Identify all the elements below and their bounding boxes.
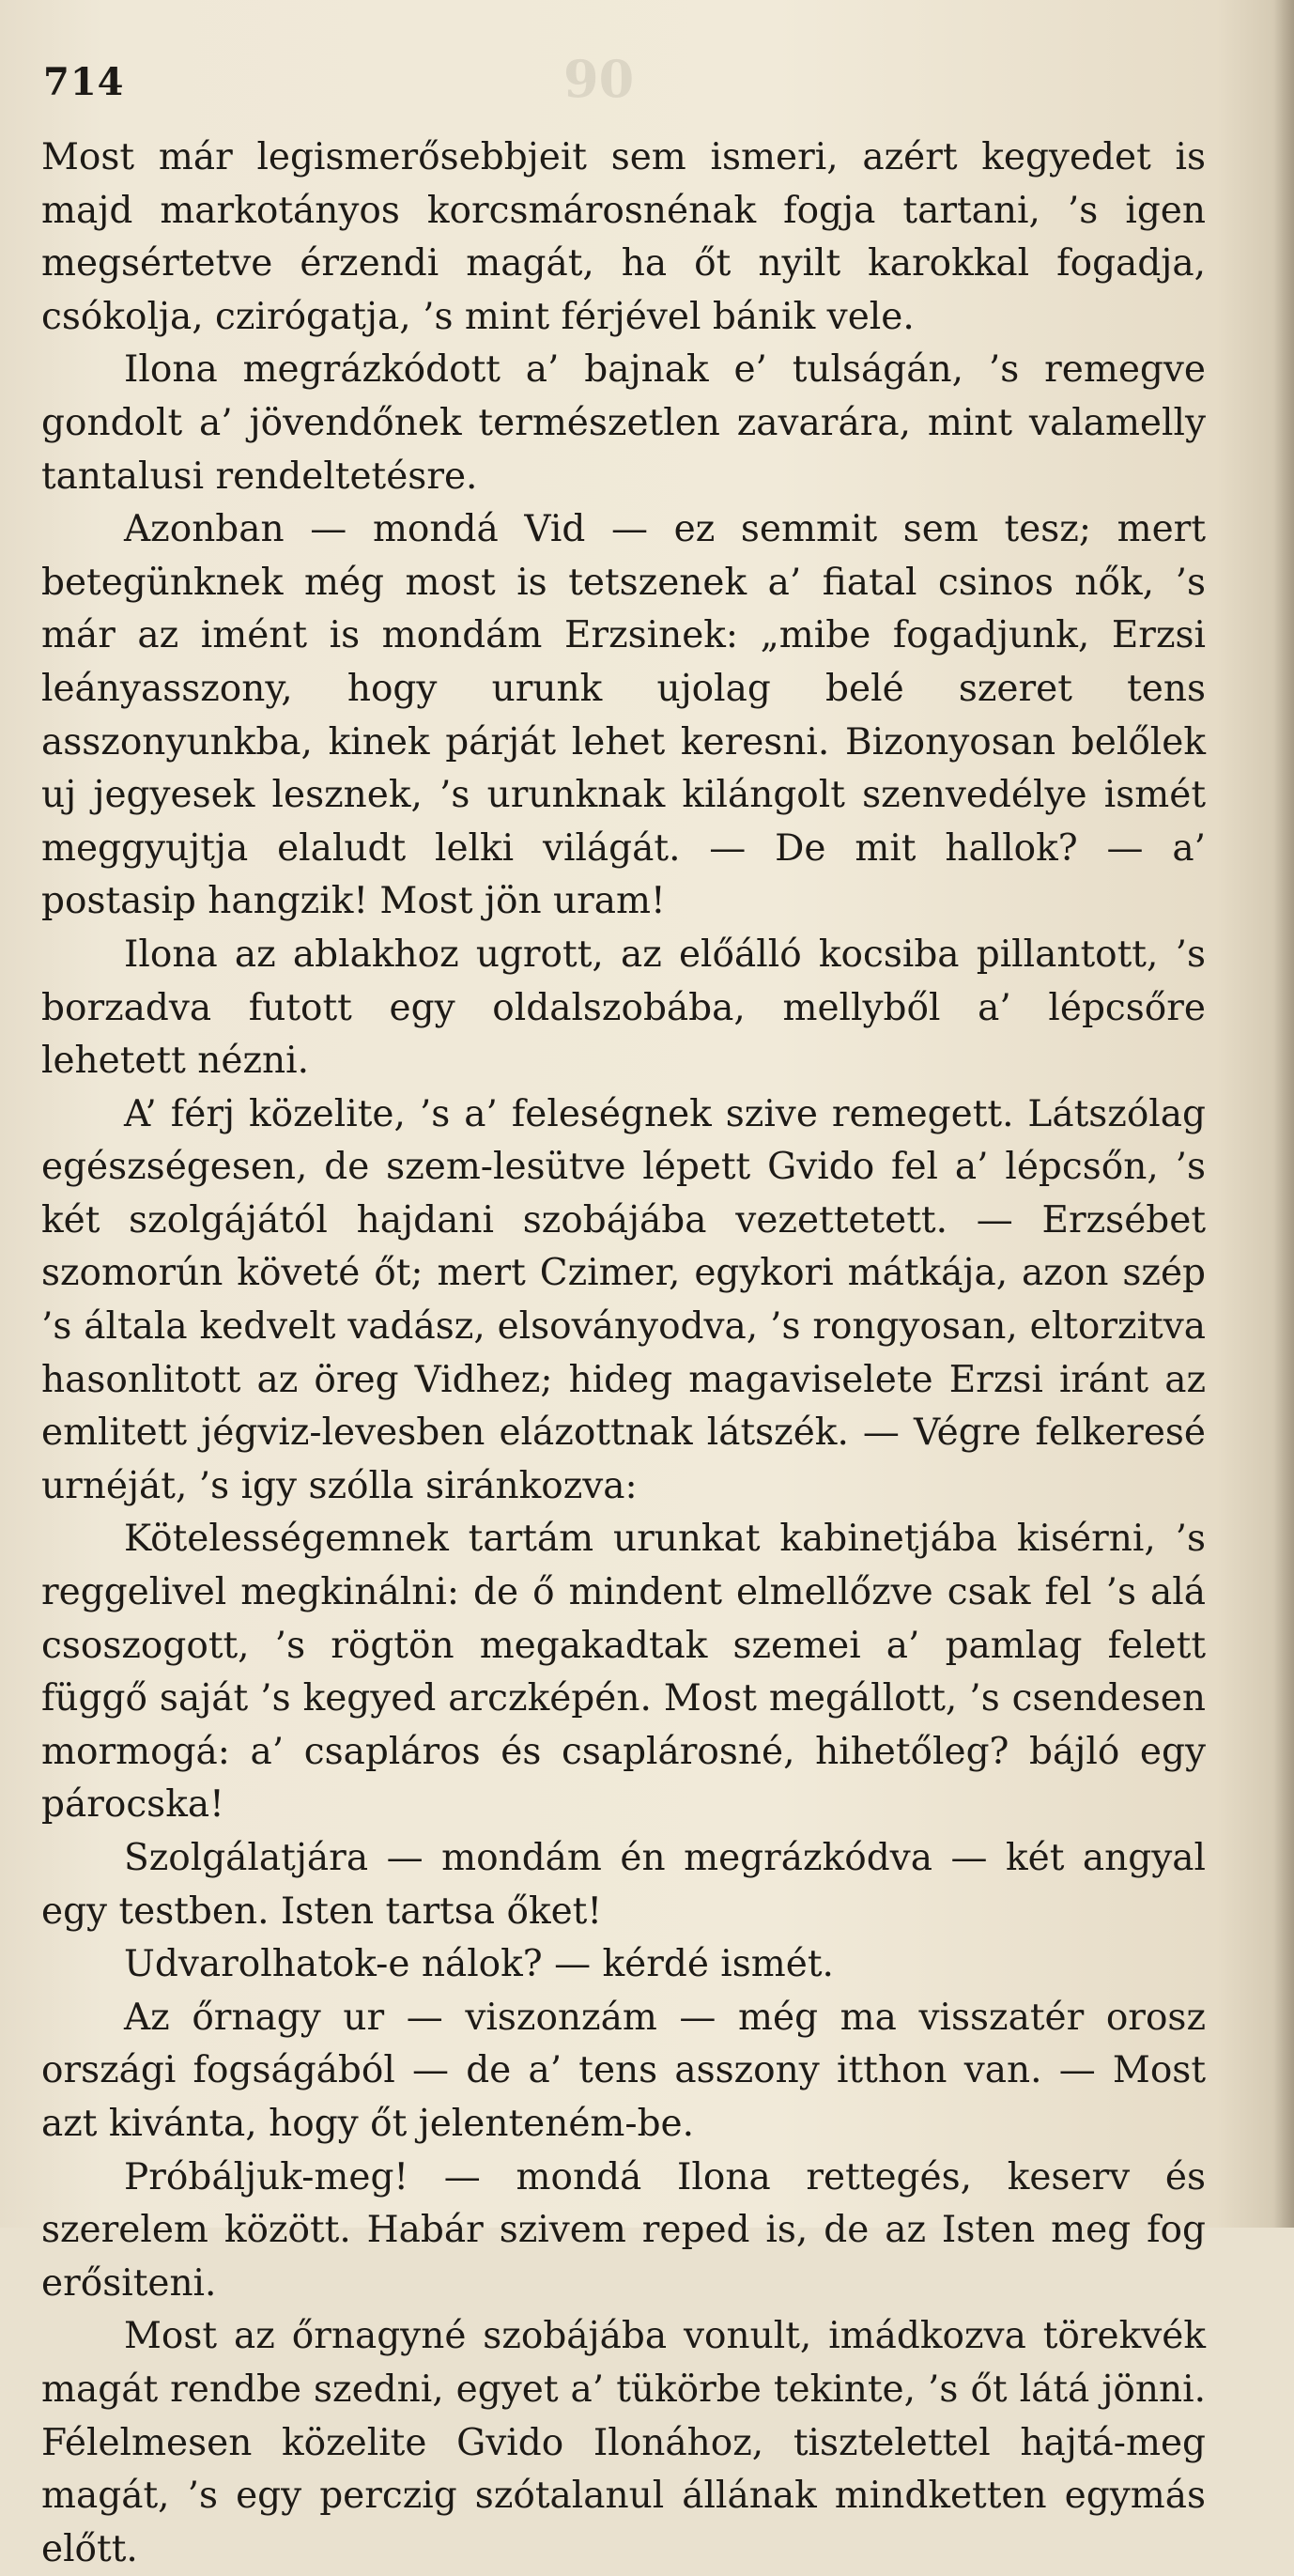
paragraph: Most az őrnagyné szobájába vonult, imádkozva törekvék magát rendbe szedni, egyet a’ tükörbe tekinte, ’s őt látá jönni. Félelmesen közelite Gvido Ilonához, tisztelettel hajtá-meg magát, ’s egy perczig szótalanul állának mindketten egymás előtt. <box>41 2315 1206 2570</box>
page-edge-shadow <box>1273 0 1294 2228</box>
paragraph: Azonban — mondá Vid — ez semmit sem tesz; mert betegünknek még most is tetszenek a’ fiatal csinos nők, ’s már az imént is mondám Erzsinek: „mibe fogadjunk, Erzsi leányasszony, hogy urunk ujolag belé szeret tens asszonyunkba, kinek párját lehet keresni. Bizonyosan belőlek uj jegyesek lesznek, ’s urunknak kilángolt szenvedélye ismét meggyujtja elaludt lelki világát. — De mit hallok? — a’ postasip hangzik! Most jön uram! <box>41 508 1206 923</box>
body-text <box>41 131 1206 2576</box>
paragraph: Szolgálatjára — mondám én megrázkódva — két angyal egy testben. Isten tartsa őket! <box>41 1837 1206 1933</box>
paragraph: Most már legismerősebbjeit sem ismeri, azért kegyedet is majd markotányos korcsmárosnénak fogja tartani, ’s igen megsértetve érzendi magát, ha őt nyilt karokkal fogadja, csókolja, czirógatja, ’s mint férjével bánik vele. <box>41 136 1206 338</box>
page-number: 714 <box>43 60 125 104</box>
bleed-through-number: 90 <box>563 49 635 109</box>
paragraph: A’ férj közelite, ’s a’ feleségnek szive remegett. Látszólag egészségesen, de szem-lesütve lépett Gvido fel a’ lépcsőn, ’s két szolgájától hajdani szobájába vezettetett. — Erzsébet szomorún követé őt; mert Czimer, egykori mátkája, azon szép ’s általa kedvelt vadász, elsoványodva, ’s rongyosan, eltorzitva hasonlitott az öreg Vidhez; hideg magaviselete Erzsi iránt az emlitett jégviz-levesben elázottnak látszék. — Végre felkeresé urnéját, ’s igy szólla siránkozva: <box>41 1092 1206 1507</box>
paragraph: Az őrnagy ur — viszonzám — még ma visszatér orosz országi fogságából — de a’ tens asszony itthon van. — Most azt kivánta, hogy őt jelenteném-be. <box>41 1996 1206 2145</box>
paragraph: Ilona az ablakhoz ugrott, az előálló kocsiba pillantott, ’s borzadva futott egy oldalszobába, mellyből a’ lépcsőre lehetett nézni. <box>41 933 1206 1083</box>
paragraph: Kötelességemnek tartám urunkat kabinetjába kisérni, ’s reggelivel megkinálni: de ő mindent elmellőzve csak fel ’s alá csoszogott, ’s rögtön megakadtak szemei a’ pamlag felett függő saját ’s kegyed arczképén. Most megállott, ’s csendesen mormogá: a’ csapláros és csaplárosné, hihetőleg? bájló egy párocska! <box>41 1518 1206 1827</box>
paragraph: Próbáljuk-meg! — mondá Ilona rettegés, keserv és szerelem között. Habár szivem reped is, de az Isten meg fog erősiteni. <box>41 2155 1206 2305</box>
paragraph: Ilona megrázkódott a’ bajnak e’ tulságán, ’s remegve gondolt a’ jövendőnek természetlen zavarára, mint valamelly tantalusi rendeltetésre. <box>41 348 1206 498</box>
paragraph: Udvarolhatok-e nálok? — kérdé ismét. <box>124 1943 834 1986</box>
